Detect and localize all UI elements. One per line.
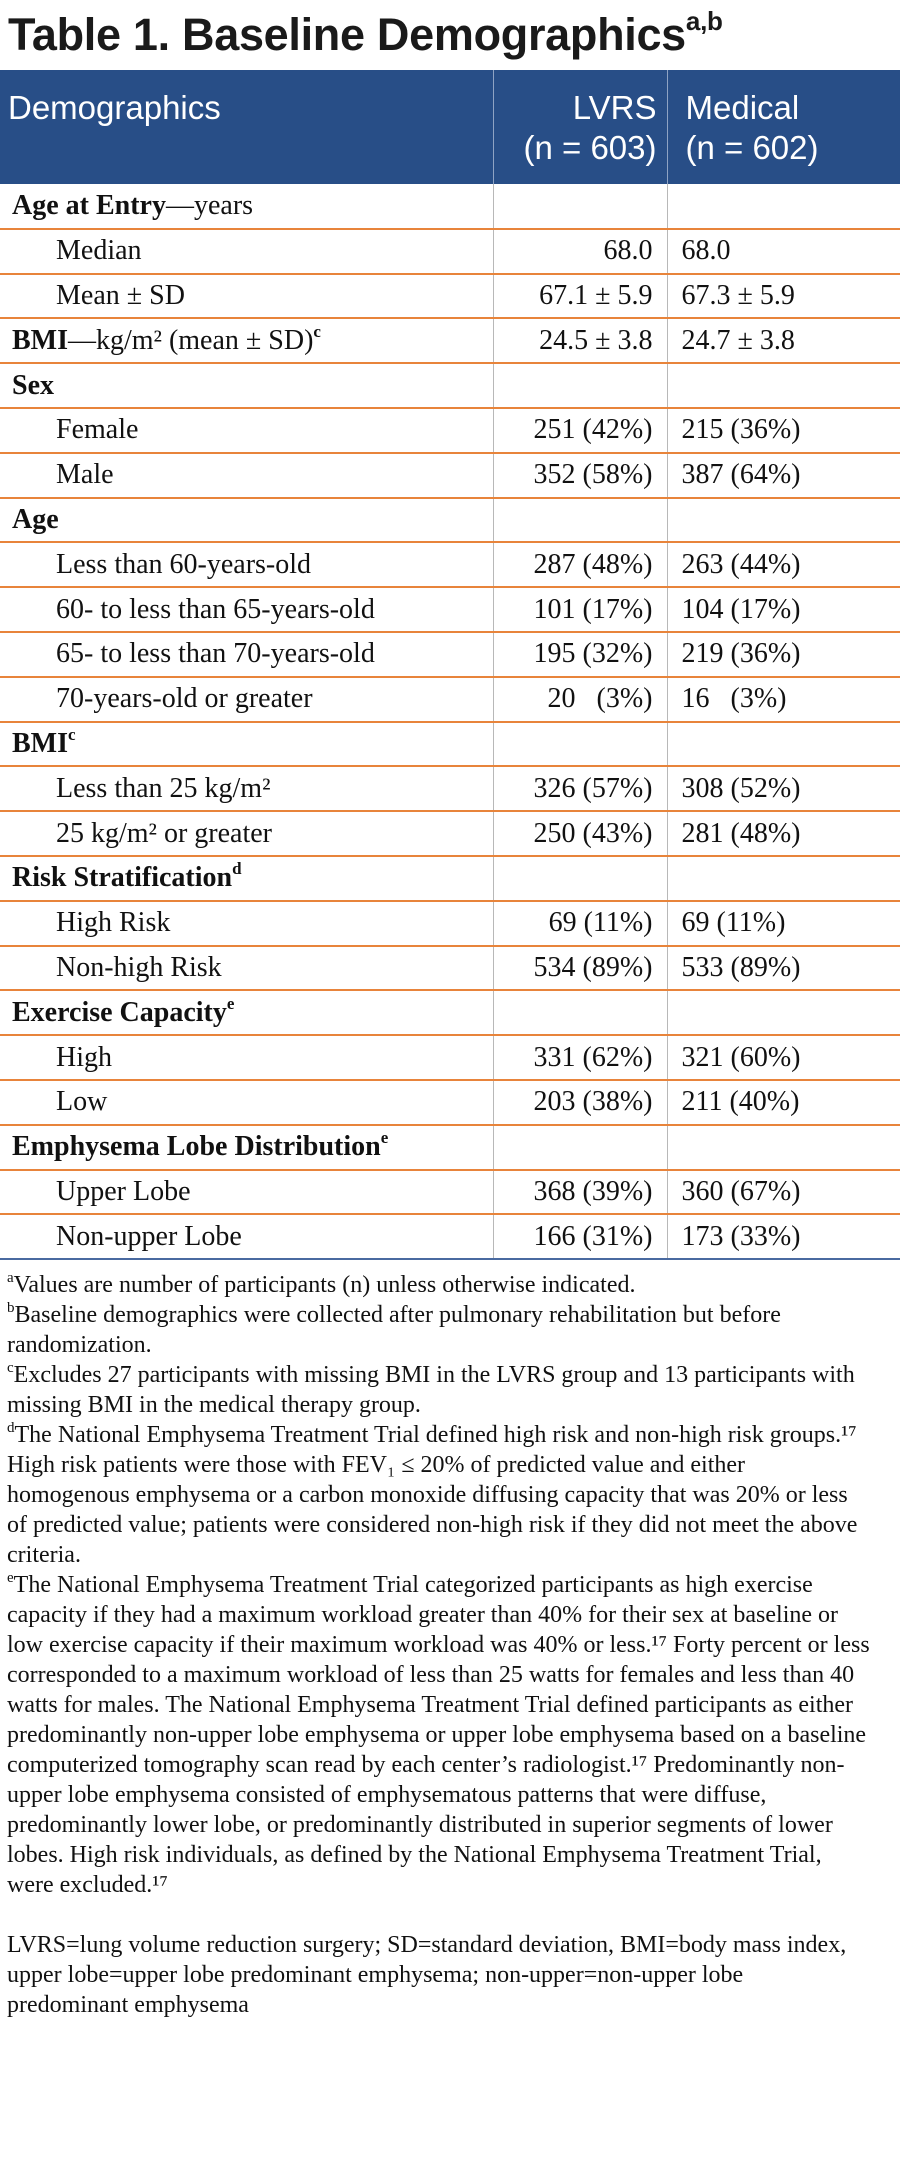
table-row bbox=[0, 408, 900, 453]
row-label bbox=[0, 946, 493, 991]
cell-medical: 211 (40%) bbox=[667, 1080, 900, 1125]
row-label-text: Age at Entry bbox=[12, 189, 166, 221]
cell-medical bbox=[667, 990, 900, 1035]
row-label bbox=[0, 408, 493, 453]
cell-medical: 281 (48%) bbox=[667, 811, 900, 856]
row-label bbox=[0, 901, 493, 946]
row-unit: —years bbox=[165, 189, 254, 221]
table-row bbox=[0, 453, 900, 498]
row-label bbox=[0, 990, 493, 1035]
cell-lvrs bbox=[493, 856, 667, 901]
cell-lvrs: 368 (39%) bbox=[493, 1170, 667, 1215]
footnote-d bbox=[7, 1420, 870, 1570]
footnote-mark: d bbox=[232, 859, 242, 879]
row-label bbox=[0, 453, 493, 498]
footnote-text: The National Emphysema Treatment Trial defined high risk and non-high risk groups.¹⁷ High risk patients were those with FEV₁ ≤ 20% of predicted value and either homogenous emphysema or a carbon monoxide diffusing capacity that was 20% or less of predicted value; patients were considered non-high risk if they did not meet the above criteria. bbox=[7, 1422, 858, 1569]
row-label-text: Less than 60-years-old bbox=[56, 548, 312, 580]
abbreviations: LVRS=lung volume reduction surgery; SD=standard deviation, BMI=body mass index, upper lobe=upper lobe predominant emphysema; non-upper=non-upper lobe predominant emphysema bbox=[7, 1932, 847, 2019]
row-label-text: Male bbox=[56, 459, 114, 491]
cell-lvrs: 287 (48%) bbox=[493, 542, 667, 587]
row-label-text: Non-high Risk bbox=[56, 951, 222, 983]
row-label-text: Low bbox=[56, 1086, 108, 1118]
table-row bbox=[0, 1214, 900, 1259]
section-row bbox=[0, 184, 900, 229]
cell-medical: 308 (52%) bbox=[667, 766, 900, 811]
demographics-table bbox=[0, 70, 900, 1260]
cell-lvrs: 331 (62%) bbox=[493, 1035, 667, 1080]
footnote-text: Values are number of participants (n) unless otherwise indicated. bbox=[13, 1272, 636, 1299]
section-row bbox=[0, 498, 900, 543]
table-row bbox=[0, 632, 900, 677]
cell-lvrs: 68.0 bbox=[493, 229, 667, 274]
footnote-mark: c bbox=[68, 724, 76, 744]
cell-lvrs: 101 (17%) bbox=[493, 587, 667, 632]
cell-lvrs bbox=[493, 722, 667, 767]
cell-lvrs: 20 (3%) bbox=[493, 677, 667, 722]
row-label bbox=[0, 1035, 493, 1080]
header-demographics: Demographics bbox=[8, 89, 221, 126]
row-label-text: Emphysema Lobe Distribution bbox=[12, 1131, 381, 1163]
table-row bbox=[0, 946, 900, 991]
row-label bbox=[0, 677, 493, 722]
cell-lvrs: 195 (32%) bbox=[493, 632, 667, 677]
cell-lvrs bbox=[493, 184, 667, 229]
cell-medical: 263 (44%) bbox=[667, 542, 900, 587]
row-label bbox=[0, 722, 493, 767]
section-row bbox=[0, 990, 900, 1035]
cell-lvrs: 166 (31%) bbox=[493, 1214, 667, 1259]
row-label bbox=[0, 363, 493, 408]
row-label-text: 60- to less than 65-years-old bbox=[56, 593, 375, 625]
footnote-mark: c bbox=[7, 1360, 14, 1377]
header-medical-label: Medical bbox=[685, 89, 800, 126]
row-label bbox=[0, 1125, 493, 1170]
table-title-text: Table 1. Baseline Demographics bbox=[8, 9, 686, 60]
header-medical bbox=[667, 70, 900, 184]
table-row bbox=[0, 811, 900, 856]
header-medical-n: (n = 602) bbox=[685, 129, 819, 166]
cell-medical: 24.7 ± 3.8 bbox=[667, 318, 900, 363]
cell-medical bbox=[667, 722, 900, 767]
section-row bbox=[0, 318, 900, 363]
cell-lvrs: 69 (11%) bbox=[493, 901, 667, 946]
cell-medical: 104 (17%) bbox=[667, 587, 900, 632]
row-label bbox=[0, 498, 493, 543]
footnote-e bbox=[7, 1570, 870, 1900]
cell-medical: 68.0 bbox=[667, 229, 900, 274]
cell-lvrs bbox=[493, 1125, 667, 1170]
cell-lvrs: 250 (43%) bbox=[493, 811, 667, 856]
cell-medical: 533 (89%) bbox=[667, 946, 900, 991]
row-label-text: Mean ± SD bbox=[56, 279, 185, 311]
cell-medical bbox=[667, 363, 900, 408]
row-label-text: 65- to less than 70-years-old bbox=[56, 638, 375, 670]
table-header-row bbox=[0, 70, 900, 184]
cell-medical: 69 (11%) bbox=[667, 901, 900, 946]
table-row bbox=[0, 542, 900, 587]
cell-medical: 215 (36%) bbox=[667, 408, 900, 453]
table-row bbox=[0, 274, 900, 319]
row-label bbox=[0, 811, 493, 856]
cell-lvrs bbox=[493, 990, 667, 1035]
header-lvrs-n: (n = 603) bbox=[523, 129, 657, 166]
row-label-text: 70-years-old or greater bbox=[56, 683, 313, 715]
row-label bbox=[0, 1080, 493, 1125]
cell-lvrs: 251 (42%) bbox=[493, 408, 667, 453]
cell-lvrs: 352 (58%) bbox=[493, 453, 667, 498]
row-label-text: Risk Stratification bbox=[12, 862, 233, 894]
row-label bbox=[0, 1170, 493, 1215]
row-label-text: Less than 25 kg/m² bbox=[56, 772, 271, 804]
cell-medical: 16 (3%) bbox=[667, 677, 900, 722]
row-label-text: BMI bbox=[12, 324, 68, 356]
row-label bbox=[0, 184, 493, 229]
row-label bbox=[0, 856, 493, 901]
header-lvrs-label: LVRS bbox=[572, 89, 657, 126]
row-label bbox=[0, 542, 493, 587]
row-label-text: Sex bbox=[12, 369, 54, 401]
row-label-text: Age bbox=[12, 503, 59, 535]
cell-lvrs: 24.5 ± 3.8 bbox=[493, 318, 667, 363]
table-row bbox=[0, 766, 900, 811]
cell-lvrs: 326 (57%) bbox=[493, 766, 667, 811]
cell-lvrs: 203 (38%) bbox=[493, 1080, 667, 1125]
row-unit: —kg/m² (mean ± SD) bbox=[68, 324, 314, 356]
footnote-a bbox=[7, 1270, 870, 1300]
cell-lvrs bbox=[493, 363, 667, 408]
row-label bbox=[0, 587, 493, 632]
footnote-text: Baseline demographics were collected after pulmonary rehabilitation but before randomization. bbox=[7, 1302, 781, 1359]
table-row bbox=[0, 901, 900, 946]
cell-lvrs: 534 (89%) bbox=[493, 946, 667, 991]
row-label bbox=[0, 318, 493, 363]
footnote-c bbox=[7, 1360, 870, 1420]
footnote-text: The National Emphysema Treatment Trial categorized participants as high exercise capacity if they had a maximum workload greater than 40% for their sex at baseline or low exercise capacity if their maximum workload was 40% or less.¹⁷ Forty percent or less corresponded to a maximum workload of less than 25 watts for females and less than 40 watts for males. The National Emphysema Treatment Trial defined participants as either predominantly non-upper lobe emphysema or upper lobe emphysema based on a baseline computerized tomography scan read by each center’s radiologist.¹⁷ Predominantly non-upper lobe emphysema consisted of emphysematous patterns that were diffuse, predominantly lower lobe, or predominantly distributed in superior segments of lower lobes. High risk individuals, as defined by the National Emphysema Treatment Trial, were excluded.¹⁷ bbox=[7, 1572, 870, 1899]
row-label bbox=[0, 1214, 493, 1259]
row-label-text: Upper Lobe bbox=[56, 1175, 191, 1207]
table-title bbox=[0, 0, 900, 70]
table-row bbox=[0, 1080, 900, 1125]
cell-medical bbox=[667, 1125, 900, 1170]
row-label-text: High bbox=[56, 1041, 112, 1073]
table-row bbox=[0, 1035, 900, 1080]
table-row bbox=[0, 587, 900, 632]
cell-medical bbox=[667, 498, 900, 543]
section-row bbox=[0, 363, 900, 408]
cell-medical bbox=[667, 856, 900, 901]
row-label-text: Female bbox=[56, 414, 139, 446]
row-label-text: High Risk bbox=[56, 907, 171, 939]
cell-medical: 173 (33%) bbox=[667, 1214, 900, 1259]
footnote-mark: e bbox=[380, 1128, 389, 1148]
row-label bbox=[0, 229, 493, 274]
table-row bbox=[0, 677, 900, 722]
cell-lvrs: 67.1 ± 5.9 bbox=[493, 274, 667, 319]
footnote-mark: b bbox=[7, 1300, 15, 1317]
section-row bbox=[0, 1125, 900, 1170]
footnote-mark: e bbox=[7, 1570, 14, 1587]
row-label bbox=[0, 632, 493, 677]
row-label-text: BMI bbox=[12, 727, 68, 759]
cell-medical: 387 (64%) bbox=[667, 453, 900, 498]
cell-medical: 219 (36%) bbox=[667, 632, 900, 677]
row-label-text: Non-upper Lobe bbox=[56, 1220, 242, 1252]
footnote-text: Excludes 27 participants with missing BMI in the LVRS group and 13 participants with missing BMI in the medical therapy group. bbox=[7, 1362, 855, 1419]
table-title-footnote-marks: a,b bbox=[685, 6, 723, 36]
footnote-mark: c bbox=[313, 321, 321, 341]
section-row bbox=[0, 856, 900, 901]
footnote-mark: e bbox=[226, 993, 235, 1013]
cell-lvrs bbox=[493, 498, 667, 543]
footnote-mark: d bbox=[7, 1420, 15, 1437]
cell-medical: 321 (60%) bbox=[667, 1035, 900, 1080]
table-body bbox=[0, 184, 900, 1259]
table-row bbox=[0, 1170, 900, 1215]
cell-medical bbox=[667, 184, 900, 229]
row-label-text: Median bbox=[56, 235, 142, 267]
header-lvrs bbox=[493, 70, 667, 184]
footnote-b bbox=[7, 1300, 870, 1360]
row-label bbox=[0, 274, 493, 319]
footnotes bbox=[0, 1260, 900, 2020]
table-row bbox=[0, 229, 900, 274]
cell-medical: 67.3 ± 5.9 bbox=[667, 274, 900, 319]
row-label-text: 25 kg/m² or greater bbox=[56, 817, 272, 849]
row-label bbox=[0, 766, 493, 811]
footnote-mark: a bbox=[7, 1270, 14, 1287]
row-label-text: Exercise Capacity bbox=[12, 996, 227, 1028]
section-row bbox=[0, 722, 900, 767]
cell-medical: 360 (67%) bbox=[667, 1170, 900, 1215]
